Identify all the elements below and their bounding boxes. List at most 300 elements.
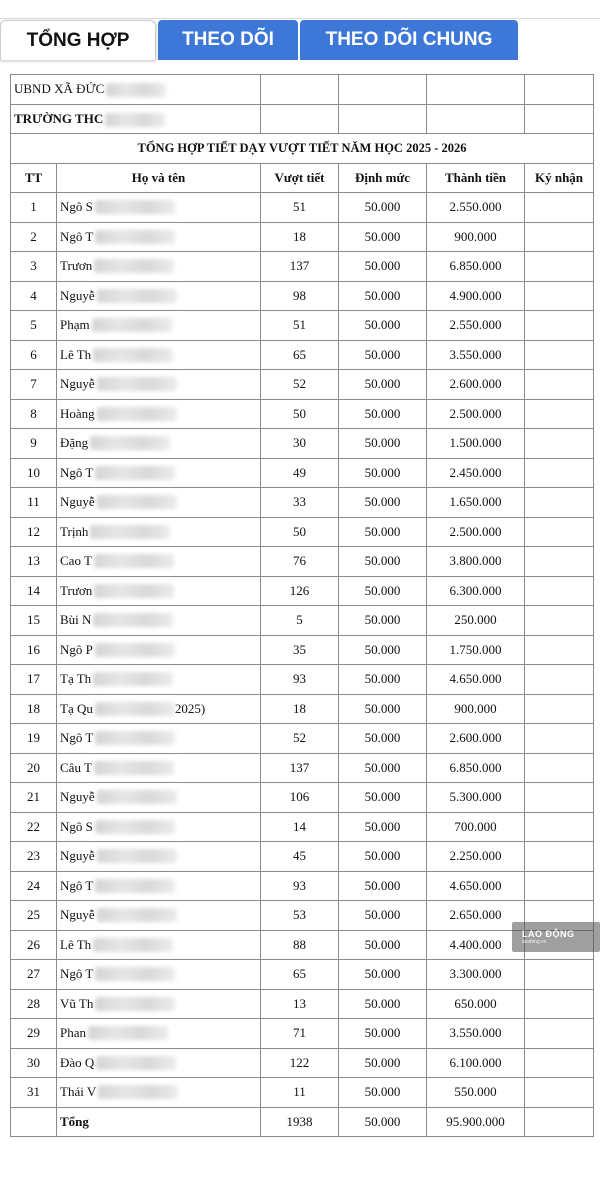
cell-overtime[interactable]: 30	[261, 429, 339, 459]
cell-overtime[interactable]: 137	[261, 252, 339, 282]
cell-signature[interactable]	[525, 488, 594, 518]
cell-rate[interactable]: 50.000	[339, 1048, 427, 1078]
cell-rate[interactable]: 50.000	[339, 783, 427, 813]
table-row	[11, 458, 594, 488]
cell-name[interactable]	[57, 547, 261, 577]
table-row	[11, 694, 594, 724]
cell-rate[interactable]: 50.000	[339, 812, 427, 842]
name-wrap	[57, 1019, 260, 1048]
redacted-blur	[94, 259, 174, 273]
cell-overtime[interactable]: 49	[261, 458, 339, 488]
cell-rate[interactable]: 50.000	[339, 281, 427, 311]
cell-rate[interactable]: 50.000	[339, 901, 427, 931]
cell-tt[interactable]: 8	[11, 399, 57, 429]
cell-rate[interactable]: 50.000	[339, 606, 427, 636]
watermark-domain: laodong.vn	[522, 939, 547, 945]
cell-tt[interactable]: 30	[11, 1048, 57, 1078]
cell-signature[interactable]	[525, 1019, 594, 1049]
cell-signature[interactable]	[525, 222, 594, 252]
cell-rate[interactable]: 50.000	[339, 842, 427, 872]
org-cell-2[interactable]	[11, 104, 261, 134]
name-text: Đặng	[60, 435, 89, 451]
cell-signature[interactable]	[525, 193, 594, 223]
sheet-title[interactable]: TỔNG HỢP TIẾT DẠY VƯỢT TIẾT NĂM HỌC 2025 - 2026	[11, 134, 594, 164]
cell-name[interactable]	[57, 606, 261, 636]
cell-signature[interactable]	[525, 753, 594, 783]
cell-signature[interactable]	[525, 960, 594, 990]
cell-rate[interactable]: 50.000	[339, 989, 427, 1019]
name-wrap	[57, 488, 260, 517]
table-row	[11, 252, 594, 282]
cell-amount[interactable]: 2.450.000	[427, 458, 525, 488]
table-row	[11, 1048, 594, 1078]
cell-amount[interactable]: 5.300.000	[427, 783, 525, 813]
redacted-blur	[92, 318, 172, 332]
cell-tt[interactable]	[11, 1107, 57, 1137]
cell-name[interactable]	[57, 989, 261, 1019]
cell-signature[interactable]	[525, 635, 594, 665]
cell-signature[interactable]	[525, 1078, 594, 1108]
cell-name[interactable]	[57, 960, 261, 990]
redacted-blur	[90, 436, 170, 450]
cell-name[interactable]	[57, 783, 261, 813]
cell-overtime[interactable]: 45	[261, 842, 339, 872]
empty-cell[interactable]	[339, 104, 427, 134]
table-row	[11, 193, 594, 223]
name-text: Cao T	[60, 553, 92, 569]
cell-tt[interactable]: 5	[11, 311, 57, 341]
cell-name[interactable]	[57, 222, 261, 252]
header-row	[11, 163, 594, 193]
cell-amount[interactable]: 3.550.000	[427, 1019, 525, 1049]
cell-rate[interactable]: 50.000	[339, 960, 427, 990]
cell-rate[interactable]: 50.000	[339, 635, 427, 665]
cell-overtime[interactable]: 71	[261, 1019, 339, 1049]
cell-signature[interactable]	[525, 783, 594, 813]
table-row	[11, 842, 594, 872]
table-row	[11, 753, 594, 783]
empty-cell[interactable]	[261, 75, 339, 105]
name-text: Bùi N	[60, 612, 92, 628]
table-row	[11, 1078, 594, 1108]
redacted-blur	[106, 83, 166, 97]
cell-amount[interactable]: 900.000	[427, 694, 525, 724]
cell-tt[interactable]: 29	[11, 1019, 57, 1049]
redacted-blur	[95, 643, 175, 657]
cell-overtime[interactable]: 50	[261, 517, 339, 547]
redacted-blur	[95, 200, 175, 214]
cell-tt[interactable]: 2	[11, 222, 57, 252]
empty-cell[interactable]	[261, 104, 339, 134]
name-wrap	[57, 901, 260, 930]
cell-tt[interactable]: 6	[11, 340, 57, 370]
cell-rate[interactable]: 50.000	[339, 517, 427, 547]
table-row	[11, 665, 594, 695]
cell-rate[interactable]: 50.000	[339, 753, 427, 783]
name-wrap	[57, 223, 260, 252]
cell-tt[interactable]: 3	[11, 252, 57, 282]
cell-amount[interactable]: 4.400.000	[427, 930, 525, 960]
header-rate[interactable]: Định mức	[339, 163, 427, 193]
cell-amount[interactable]: 2.500.000	[427, 399, 525, 429]
redacted-blur	[93, 938, 173, 952]
name-text: Đào Q	[60, 1054, 95, 1070]
cell-rate[interactable]: 50.000	[339, 930, 427, 960]
cell-name[interactable]	[57, 458, 261, 488]
cell-signature[interactable]	[525, 311, 594, 341]
cell-overtime[interactable]: 50	[261, 399, 339, 429]
redacted-blur	[97, 849, 177, 863]
cell-rate[interactable]: 50.000	[339, 399, 427, 429]
cell-signature[interactable]	[525, 547, 594, 577]
cell-tt[interactable]: 9	[11, 429, 57, 459]
cell-overtime[interactable]: 126	[261, 576, 339, 606]
name-text: Ngô T	[60, 966, 94, 982]
cell-signature[interactable]	[525, 812, 594, 842]
cell-signature[interactable]	[525, 989, 594, 1019]
name-text: Ngô T	[60, 877, 94, 893]
name-text: Trươn	[60, 258, 93, 274]
cell-name[interactable]	[57, 1078, 261, 1108]
table-row	[11, 812, 594, 842]
cell-rate[interactable]: 50.000	[339, 724, 427, 754]
cell-rate[interactable]: 50.000	[339, 694, 427, 724]
overtime-summary-table	[10, 74, 594, 1137]
cell-tt[interactable]: 15	[11, 606, 57, 636]
cell-name[interactable]	[57, 753, 261, 783]
cell-tt[interactable]: 4	[11, 281, 57, 311]
redacted-blur	[95, 997, 175, 1011]
table-row	[11, 311, 594, 341]
cell-signature[interactable]	[525, 517, 594, 547]
cell-name[interactable]	[57, 842, 261, 872]
cell-rate[interactable]: 50.000	[339, 665, 427, 695]
cell-amount[interactable]: 1.650.000	[427, 488, 525, 518]
org-cell-1[interactable]	[11, 75, 261, 105]
redacted-blur	[97, 377, 177, 391]
tab-tong-hop[interactable]: TỔNG HỢP	[0, 20, 156, 60]
cell-amount[interactable]: 650.000	[427, 989, 525, 1019]
redacted-blur	[95, 967, 175, 981]
name-text: Ngô S	[60, 199, 93, 215]
name-wrap	[57, 665, 260, 694]
redacted-blur	[93, 348, 173, 362]
cell-name[interactable]	[57, 576, 261, 606]
header-signature[interactable]: Ký nhận	[525, 163, 594, 193]
cell-name[interactable]	[57, 281, 261, 311]
cell-tt[interactable]: 24	[11, 871, 57, 901]
cell-signature[interactable]	[525, 252, 594, 282]
cell-amount[interactable]: 6.850.000	[427, 252, 525, 282]
cell-amount[interactable]: 1.500.000	[427, 429, 525, 459]
cell-tt[interactable]: 10	[11, 458, 57, 488]
cell-signature[interactable]	[525, 458, 594, 488]
cell-tt[interactable]: 23	[11, 842, 57, 872]
cell-rate[interactable]: 50.000	[339, 370, 427, 400]
cell-rate[interactable]: 50.000	[339, 576, 427, 606]
cell-rate[interactable]: 50.000	[339, 871, 427, 901]
cell-rate[interactable]: 50.000	[339, 429, 427, 459]
cell-amount[interactable]: 1.750.000	[427, 635, 525, 665]
table-row	[11, 871, 594, 901]
table-row	[11, 989, 594, 1019]
name-wrap	[57, 341, 260, 370]
name-wrap	[57, 311, 260, 340]
cell-amount[interactable]: 6.300.000	[427, 576, 525, 606]
redacted-blur	[96, 1056, 176, 1070]
cell-overtime[interactable]: 11	[261, 1078, 339, 1108]
name-text: Trươn	[60, 582, 93, 598]
name-text: Lê Th	[60, 346, 92, 362]
cell-name[interactable]	[57, 488, 261, 518]
empty-cell[interactable]	[427, 104, 525, 134]
cell-overtime[interactable]: 93	[261, 871, 339, 901]
total-overtime[interactable]: 1938	[261, 1107, 339, 1137]
table-row	[11, 783, 594, 813]
cell-overtime[interactable]: 51	[261, 311, 339, 341]
total-label[interactable]: Tổng	[57, 1107, 261, 1137]
name-wrap	[57, 872, 260, 901]
name-text: Nguyễ	[60, 907, 95, 923]
name-wrap	[57, 370, 260, 399]
cell-rate[interactable]: 50.000	[339, 311, 427, 341]
name-wrap	[57, 724, 260, 753]
cell-name[interactable]	[57, 871, 261, 901]
cell-amount[interactable]: 2.600.000	[427, 724, 525, 754]
redacted-blur	[94, 554, 174, 568]
table-row	[11, 340, 594, 370]
name-wrap	[57, 606, 260, 635]
cell-rate[interactable]: 50.000	[339, 193, 427, 223]
cell-name[interactable]	[57, 694, 261, 724]
cell-amount[interactable]: 4.900.000	[427, 281, 525, 311]
name-wrap	[57, 842, 260, 871]
cell-overtime[interactable]: 13	[261, 989, 339, 1019]
cell-signature[interactable]	[525, 871, 594, 901]
cell-rate[interactable]: 50.000	[339, 1078, 427, 1108]
cell-name[interactable]	[57, 812, 261, 842]
tab-theo-doi-chung[interactable]: THEO DÕI CHUNG	[300, 20, 518, 60]
cell-overtime[interactable]: 52	[261, 724, 339, 754]
name-wrap	[57, 577, 260, 606]
cell-amount[interactable]: 4.650.000	[427, 871, 525, 901]
cell-signature[interactable]	[525, 606, 594, 636]
cell-name[interactable]	[57, 665, 261, 695]
cell-amount[interactable]: 3.550.000	[427, 340, 525, 370]
cell-amount[interactable]: 2.500.000	[427, 517, 525, 547]
cell-signature[interactable]	[525, 399, 594, 429]
redacted-blur	[94, 584, 174, 598]
cell-amount[interactable]: 2.550.000	[427, 193, 525, 223]
cell-overtime[interactable]: 14	[261, 812, 339, 842]
cell-amount[interactable]: 3.300.000	[427, 960, 525, 990]
cell-tt[interactable]: 31	[11, 1078, 57, 1108]
cell-tt[interactable]: 27	[11, 960, 57, 990]
cell-amount[interactable]: 3.800.000	[427, 547, 525, 577]
cell-rate[interactable]: 50.000	[339, 252, 427, 282]
name-text: Ngô P	[60, 641, 93, 657]
cell-overtime[interactable]: 137	[261, 753, 339, 783]
cell-amount[interactable]: 900.000	[427, 222, 525, 252]
name-text: Ngô T	[60, 464, 94, 480]
name-wrap	[57, 990, 260, 1019]
empty-cell[interactable]	[339, 75, 427, 105]
name-text: Trịnh	[60, 523, 89, 539]
empty-cell[interactable]	[525, 104, 594, 134]
cell-overtime[interactable]: 18	[261, 694, 339, 724]
cell-overtime[interactable]: 122	[261, 1048, 339, 1078]
cell-signature[interactable]	[525, 1107, 594, 1137]
cell-name[interactable]	[57, 635, 261, 665]
cell-name[interactable]	[57, 724, 261, 754]
cell-tt[interactable]: 14	[11, 576, 57, 606]
table-row	[11, 370, 594, 400]
cell-overtime[interactable]: 35	[261, 635, 339, 665]
cell-rate[interactable]: 50.000	[339, 222, 427, 252]
cell-tt[interactable]: 19	[11, 724, 57, 754]
cell-tt[interactable]: 20	[11, 753, 57, 783]
cell-name[interactable]	[57, 930, 261, 960]
name-wrap	[57, 547, 260, 576]
name-text: Nguyễ	[60, 494, 95, 510]
cell-name[interactable]	[57, 901, 261, 931]
redacted-blur	[97, 908, 177, 922]
cell-amount[interactable]: 2.550.000	[427, 311, 525, 341]
cell-amount[interactable]: 550.000	[427, 1078, 525, 1108]
cell-amount[interactable]: 2.650.000	[427, 901, 525, 931]
cell-amount[interactable]: 250.000	[427, 606, 525, 636]
name-text: Nguyễ	[60, 789, 95, 805]
redacted-blur	[95, 230, 175, 244]
total-amount[interactable]: 95.900.000	[427, 1107, 525, 1137]
cell-overtime[interactable]: 5	[261, 606, 339, 636]
cell-signature[interactable]	[525, 576, 594, 606]
cell-rate[interactable]: 50.000	[339, 488, 427, 518]
cell-tt[interactable]: 22	[11, 812, 57, 842]
name-text: Nguyễ	[60, 287, 95, 303]
cell-tt[interactable]: 17	[11, 665, 57, 695]
cell-overtime[interactable]: 93	[261, 665, 339, 695]
cell-tt[interactable]: 7	[11, 370, 57, 400]
cell-signature[interactable]	[525, 694, 594, 724]
header-amount[interactable]: Thành tiền	[427, 163, 525, 193]
cell-overtime[interactable]: 65	[261, 960, 339, 990]
cell-name[interactable]	[57, 311, 261, 341]
cell-tt[interactable]: 25	[11, 901, 57, 931]
name-wrap	[57, 1078, 260, 1107]
cell-tt[interactable]: 12	[11, 517, 57, 547]
cell-amount[interactable]: 6.100.000	[427, 1048, 525, 1078]
cell-signature[interactable]	[525, 429, 594, 459]
cell-name[interactable]	[57, 429, 261, 459]
cell-rate[interactable]: 50.000	[339, 1019, 427, 1049]
cell-rate[interactable]: 50.000	[339, 340, 427, 370]
cell-overtime[interactable]: 98	[261, 281, 339, 311]
cell-amount[interactable]: 700.000	[427, 812, 525, 842]
cell-signature[interactable]	[525, 665, 594, 695]
cell-overtime[interactable]: 53	[261, 901, 339, 931]
name-text: Ngô T	[60, 730, 94, 746]
cell-tt[interactable]: 28	[11, 989, 57, 1019]
watermark-brand: LAO ĐỘNG	[522, 929, 575, 939]
cell-amount[interactable]: 2.250.000	[427, 842, 525, 872]
cell-overtime[interactable]: 51	[261, 193, 339, 223]
cell-name[interactable]	[57, 252, 261, 282]
cell-overtime[interactable]: 76	[261, 547, 339, 577]
table-row	[11, 547, 594, 577]
header-name[interactable]: Họ và tên	[57, 163, 261, 193]
redacted-blur	[93, 672, 173, 686]
empty-cell[interactable]	[525, 75, 594, 105]
table-row	[11, 635, 594, 665]
tab-theo-doi[interactable]: THEO DÕI	[158, 20, 298, 60]
cell-tt[interactable]: 13	[11, 547, 57, 577]
cell-signature[interactable]	[525, 340, 594, 370]
redacted-blur	[95, 820, 175, 834]
table-row	[11, 1019, 594, 1049]
cell-overtime[interactable]: 33	[261, 488, 339, 518]
name-text: Lê Th	[60, 936, 92, 952]
cell-amount[interactable]: 6.850.000	[427, 753, 525, 783]
cell-tt[interactable]: 21	[11, 783, 57, 813]
laodong-watermark	[512, 922, 600, 952]
cell-name[interactable]	[57, 399, 261, 429]
cell-tt[interactable]: 26	[11, 930, 57, 960]
table-row	[11, 606, 594, 636]
cell-overtime[interactable]: 88	[261, 930, 339, 960]
cell-overtime[interactable]: 106	[261, 783, 339, 813]
cell-signature[interactable]	[525, 370, 594, 400]
cell-rate[interactable]: 50.000	[339, 547, 427, 577]
cell-name[interactable]	[57, 370, 261, 400]
cell-name[interactable]	[57, 1019, 261, 1049]
cell-amount[interactable]: 4.650.000	[427, 665, 525, 695]
cell-name[interactable]	[57, 517, 261, 547]
cell-signature[interactable]	[525, 1048, 594, 1078]
table-row	[11, 222, 594, 252]
cell-overtime[interactable]: 65	[261, 340, 339, 370]
empty-cell[interactable]	[427, 75, 525, 105]
header-tt[interactable]: TT	[11, 163, 57, 193]
cell-rate[interactable]: 50.000	[339, 458, 427, 488]
redacted-blur	[94, 761, 174, 775]
cell-tt[interactable]: 16	[11, 635, 57, 665]
cell-amount[interactable]: 2.600.000	[427, 370, 525, 400]
cell-tt[interactable]: 1	[11, 193, 57, 223]
redacted-blur	[105, 113, 165, 127]
cell-tt[interactable]: 18	[11, 694, 57, 724]
cell-name[interactable]	[57, 1048, 261, 1078]
cell-name[interactable]	[57, 193, 261, 223]
name-text: Phan	[60, 1025, 86, 1041]
name-wrap	[57, 1049, 260, 1078]
name-wrap	[57, 695, 260, 724]
cell-overtime[interactable]: 52	[261, 370, 339, 400]
cell-name[interactable]	[57, 340, 261, 370]
cell-tt[interactable]: 11	[11, 488, 57, 518]
table-row	[11, 724, 594, 754]
cell-signature[interactable]	[525, 842, 594, 872]
table-row	[11, 901, 594, 931]
redacted-blur	[97, 495, 177, 509]
redacted-blur	[95, 702, 175, 716]
cell-signature[interactable]	[525, 724, 594, 754]
total-rate[interactable]: 50.000	[339, 1107, 427, 1137]
header-overtime[interactable]: Vượt tiết	[261, 163, 339, 193]
cell-signature[interactable]	[525, 281, 594, 311]
cell-overtime[interactable]: 18	[261, 222, 339, 252]
name-wrap	[57, 429, 260, 458]
